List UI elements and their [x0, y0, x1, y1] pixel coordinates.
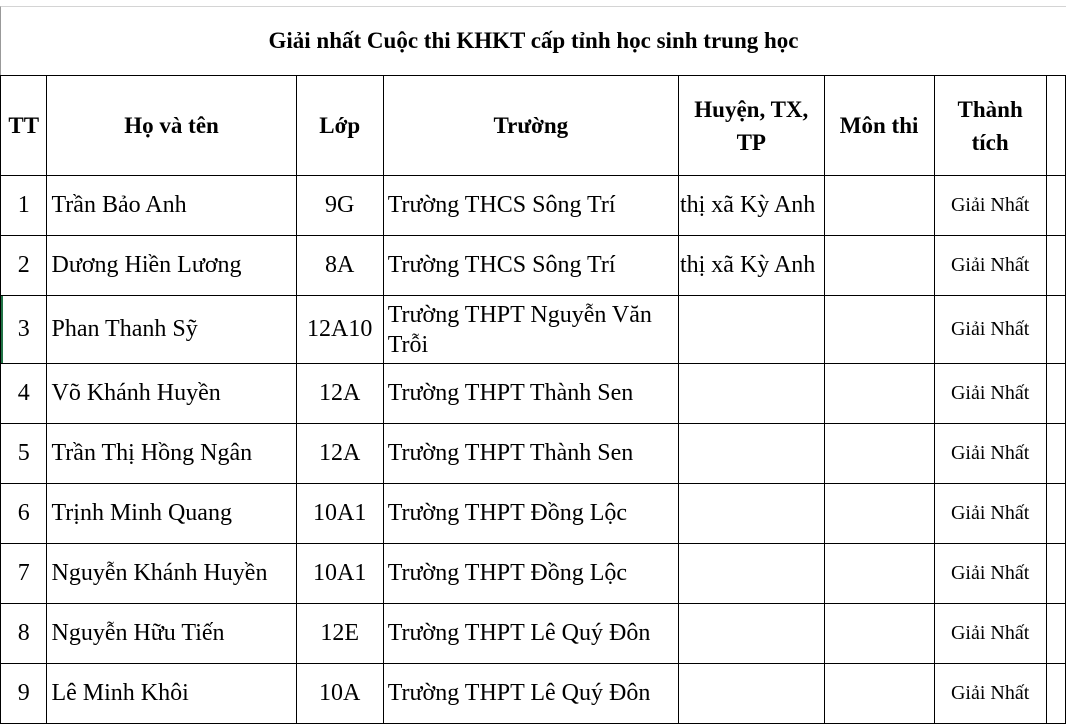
cell-district[interactable]: thị xã Kỳ Anh — [678, 236, 824, 296]
header-tt[interactable]: TT — [1, 76, 47, 176]
cell-school[interactable]: Trường THCS Sông Trí — [383, 236, 678, 296]
cell-award[interactable]: Giải Nhất — [934, 664, 1046, 724]
cell-subject[interactable] — [824, 424, 934, 484]
cell-district[interactable] — [678, 364, 824, 424]
cell-class[interactable]: 12E — [296, 604, 383, 664]
cell-tt[interactable]: 9 — [1, 664, 47, 724]
cell-name[interactable]: Võ Khánh Huyền — [47, 364, 296, 424]
empty-cell[interactable] — [1046, 604, 1065, 664]
cell-district[interactable] — [678, 296, 824, 364]
cell-district[interactable]: thị xã Kỳ Anh — [678, 176, 824, 236]
empty-cell[interactable] — [1046, 544, 1065, 604]
header-school[interactable]: Trường — [383, 76, 678, 176]
cell-school[interactable]: Trường THPT Nguyễn Văn Trỗi — [383, 296, 678, 364]
cell-subject[interactable] — [824, 484, 934, 544]
cell-subject[interactable] — [824, 296, 934, 364]
cell-name[interactable]: Nguyễn Hữu Tiến — [47, 604, 296, 664]
cell-name[interactable]: Phan Thanh Sỹ — [47, 296, 296, 364]
cell-class[interactable]: 9G — [296, 176, 383, 236]
cell-award[interactable]: Giải Nhất — [934, 484, 1046, 544]
cell-tt[interactable]: 8 — [1, 604, 47, 664]
header-row — [1, 76, 1066, 176]
table-row — [1, 424, 1066, 484]
table-row — [1, 236, 1066, 296]
results-table — [0, 75, 1066, 724]
empty-cell[interactable] — [1046, 236, 1065, 296]
cell-school[interactable]: Trường THPT Thành Sen — [383, 424, 678, 484]
cell-tt[interactable]: 4 — [1, 364, 47, 424]
cell-class[interactable]: 10A1 — [296, 544, 383, 604]
cell-subject[interactable] — [824, 236, 934, 296]
header-class[interactable]: Lớp — [296, 76, 383, 176]
table-row — [1, 364, 1066, 424]
cell-school[interactable]: Trường THPT Đồng Lộc — [383, 544, 678, 604]
cell-class[interactable]: 12A — [296, 364, 383, 424]
cell-subject[interactable] — [824, 544, 934, 604]
cell-tt[interactable]: 2 — [1, 236, 47, 296]
table-row — [1, 484, 1066, 544]
table-row — [1, 604, 1066, 664]
empty-cell[interactable] — [1046, 296, 1065, 364]
cell-tt[interactable]: 5 — [1, 424, 47, 484]
header-subject[interactable]: Môn thi — [824, 76, 934, 176]
empty-cell[interactable] — [1046, 424, 1065, 484]
empty-cell[interactable] — [1046, 664, 1065, 724]
cell-school[interactable]: Trường THCS Sông Trí — [383, 176, 678, 236]
cell-award[interactable]: Giải Nhất — [934, 544, 1046, 604]
cell-district[interactable] — [678, 484, 824, 544]
cell-class[interactable]: 12A10 — [296, 296, 383, 364]
cell-name[interactable]: Lê Minh Khôi — [47, 664, 296, 724]
cell-name[interactable]: Dương Hiền Lương — [47, 236, 296, 296]
cell-award[interactable]: Giải Nhất — [934, 296, 1046, 364]
table-row — [1, 296, 1066, 364]
cell-district[interactable] — [678, 664, 824, 724]
cell-subject[interactable] — [824, 664, 934, 724]
cell-award[interactable]: Giải Nhất — [934, 236, 1046, 296]
sheet-title[interactable]: Giải nhất Cuộc thi KHKT cấp tỉnh học sinh trung học — [0, 6, 1066, 75]
cell-district[interactable] — [678, 604, 824, 664]
table-row — [1, 664, 1066, 724]
header-award[interactable]: Thành tích — [934, 76, 1046, 176]
cell-subject[interactable] — [824, 364, 934, 424]
cell-tt[interactable]: 7 — [1, 544, 47, 604]
cell-subject[interactable] — [824, 604, 934, 664]
cell-award[interactable]: Giải Nhất — [934, 176, 1046, 236]
cell-subject[interactable] — [824, 176, 934, 236]
header-name[interactable]: Họ và tên — [47, 76, 296, 176]
cell-tt[interactable]: 6 — [1, 484, 47, 544]
cell-award[interactable]: Giải Nhất — [934, 364, 1046, 424]
cell-school[interactable]: Trường THPT Lê Quý Đôn — [383, 604, 678, 664]
empty-cell[interactable] — [1046, 176, 1065, 236]
cell-class[interactable]: 10A1 — [296, 484, 383, 544]
table-row — [1, 176, 1066, 236]
cell-tt[interactable]: 3 — [1, 296, 47, 364]
cell-tt[interactable]: 1 — [1, 176, 47, 236]
cell-name[interactable]: Nguyễn Khánh Huyền — [47, 544, 296, 604]
empty-cell[interactable] — [1046, 76, 1065, 176]
cell-name[interactable]: Trịnh Minh Quang — [47, 484, 296, 544]
cell-school[interactable]: Trường THPT Đồng Lộc — [383, 484, 678, 544]
header-district[interactable]: Huyện, TX, TP — [678, 76, 824, 176]
cell-district[interactable] — [678, 424, 824, 484]
cell-award[interactable]: Giải Nhất — [934, 604, 1046, 664]
cell-name[interactable]: Trần Bảo Anh — [47, 176, 296, 236]
cell-name[interactable]: Trần Thị Hồng Ngân — [47, 424, 296, 484]
cell-district[interactable] — [678, 544, 824, 604]
cell-class[interactable]: 10A — [296, 664, 383, 724]
cell-school[interactable]: Trường THPT Thành Sen — [383, 364, 678, 424]
cell-class[interactable]: 12A — [296, 424, 383, 484]
cell-class[interactable]: 8A — [296, 236, 383, 296]
cell-school[interactable]: Trường THPT Lê Quý Đôn — [383, 664, 678, 724]
table-row — [1, 544, 1066, 604]
cell-award[interactable]: Giải Nhất — [934, 424, 1046, 484]
empty-cell[interactable] — [1046, 484, 1065, 544]
empty-cell[interactable] — [1046, 364, 1065, 424]
